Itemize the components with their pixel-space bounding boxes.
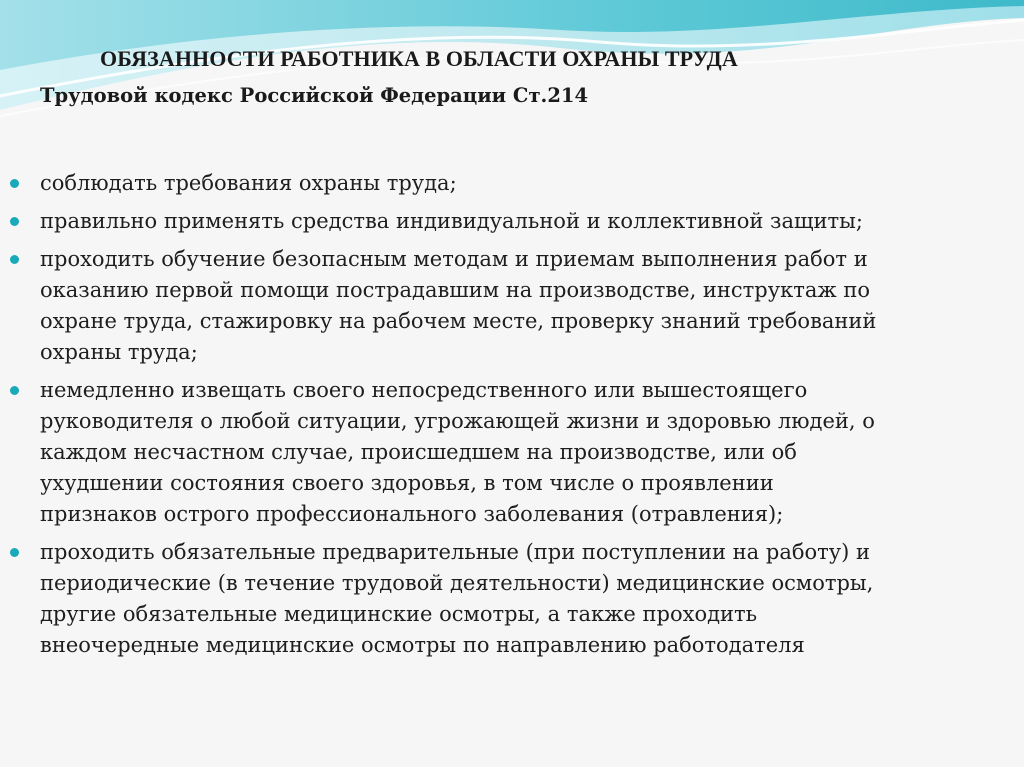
bullet-text-line: периодические (в течение трудовой деятельности) медицинские осмотры,	[40, 571, 874, 595]
bullet-dot-icon	[10, 548, 19, 557]
bullet-text-line: проходить обязательные предварительные (при поступлении на работу) и	[40, 540, 870, 564]
bullet-text-line: руководителя о любой ситуации, угрожающей жизни и здоровью людей, о	[40, 409, 875, 433]
list-item	[0, 537, 1020, 661]
bullet-text-line: другие обязательные медицинские осмотры, а также проходить	[40, 602, 758, 626]
bullet-list	[0, 168, 1020, 668]
bullet-dot-icon	[10, 255, 19, 264]
bullet-text-line: правильно применять средства индивидуальной и коллективной защиты;	[40, 209, 863, 233]
bullet-dot-icon	[10, 217, 19, 226]
bullet-text-line: охране труда, стажировку на рабочем месте, проверку знаний требований	[40, 309, 877, 333]
slide-subtitle: Трудовой кодекс Российской Федерации Ст.214	[40, 84, 589, 107]
list-item	[0, 206, 1020, 237]
bullet-text-line: оказанию первой помощи пострадавшим на производстве, инструктаж по	[40, 278, 870, 302]
bullet-text-line: каждом несчастном случае, происшедшем на производстве, или об	[40, 440, 797, 464]
bullet-text-line: внеочередные медицинские осмотры по направлению работодателя	[40, 633, 805, 657]
bullet-text-line: соблюдать требования охраны труда;	[40, 171, 457, 195]
bullet-dot-icon	[10, 386, 19, 395]
list-item	[0, 375, 1020, 530]
list-item	[0, 244, 1020, 368]
slide-title: ОБЯЗАННОСТИ РАБОТНИКА В ОБЛАСТИ ОХРАНЫ ТРУДА	[100, 46, 738, 71]
bullet-text-line: ухудшении состояния своего здоровья, в том числе о проявлении	[40, 471, 774, 495]
bullet-text-line: признаков острого профессионального заболевания (отравления);	[40, 502, 784, 526]
bullet-text-line: проходить обучение безопасным методам и приемам выполнения работ и	[40, 247, 868, 271]
bullet-dot-icon	[10, 179, 19, 188]
bullet-text-line: охраны труда;	[40, 340, 198, 364]
list-item	[0, 168, 1020, 199]
bullet-text-line: немедленно извещать своего непосредственного или вышестоящего	[40, 378, 808, 402]
